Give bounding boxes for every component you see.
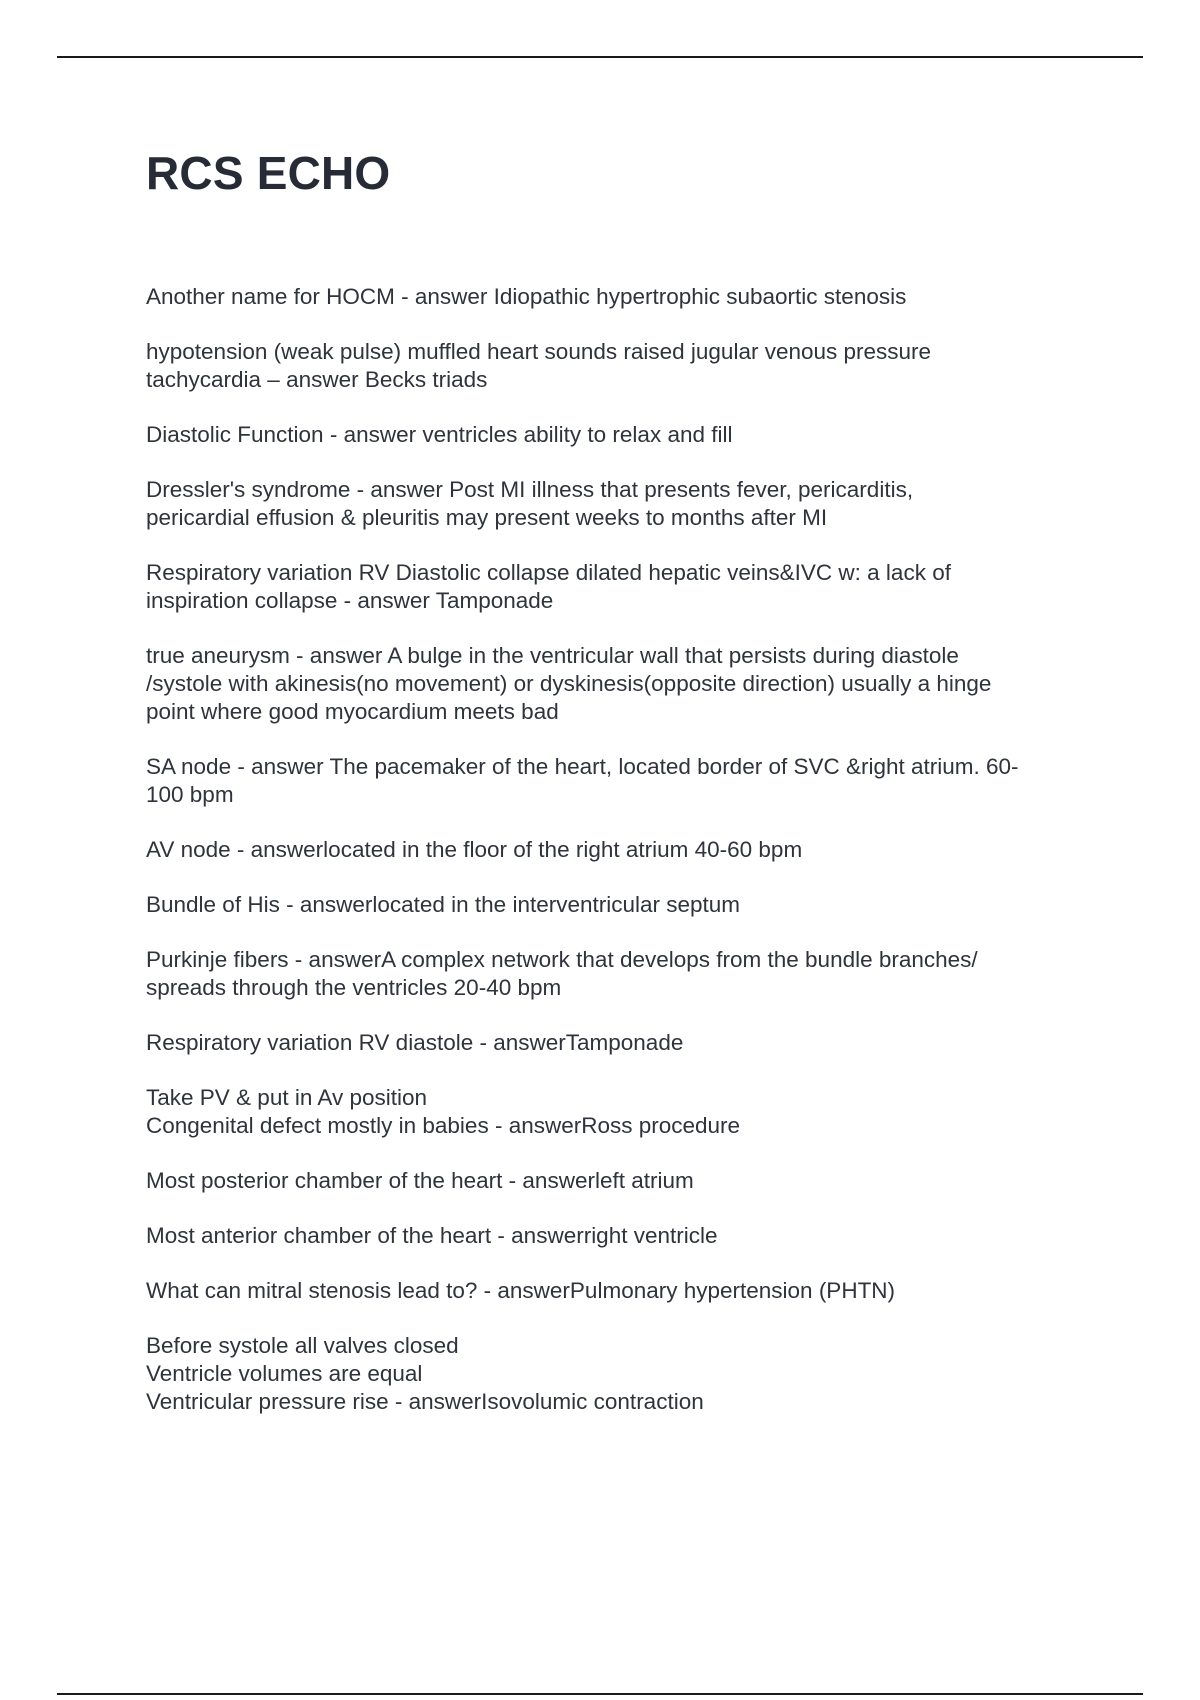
qa-list — [146, 283, 1096, 1443]
qa-entry: Respiratory variation RV diastole - answerTamponade — [146, 1030, 684, 1055]
qa-entry: Respiratory variation RV Diastolic collapse dilated hepatic veins&IVC w: a lack of inspiration collapse - answer Tamponade — [146, 560, 951, 613]
qa-entry: true aneurysm - answer A bulge in the ventricular wall that persists during diastole /systole with akinesis(no movement) or dyskinesis(opposite direction) usually a hinge point where good myocardium meets bad — [146, 643, 992, 724]
bottom-divider — [57, 1693, 1143, 1695]
page-title: RCS ECHO — [146, 147, 391, 199]
qa-entry: Dressler's syndrome - answer Post MI illness that presents fever, pericarditis, pericardial effusion & pleuritis may present weeks to months after MI — [146, 477, 914, 530]
top-divider — [57, 56, 1143, 58]
qa-entry: What can mitral stenosis lead to? - answerPulmonary hypertension (PHTN) — [146, 1278, 896, 1303]
qa-entry: Purkinje fibers - answerA complex network that develops from the bundle branches/ spreads through the ventricles 20-40 bpm — [146, 947, 978, 1000]
qa-entry: hypotension (weak pulse) muffled heart sounds raised jugular venous pressure tachycardia – answer Becks triads — [146, 339, 932, 392]
qa-entry: SA node - answer The pacemaker of the heart, located border of SVC &right atrium. 60- 100 bpm — [146, 754, 1019, 807]
qa-entry: Bundle of His - answerlocated in the interventricular septum — [146, 892, 741, 917]
qa-entry: Most posterior chamber of the heart - answerleft atrium — [146, 1168, 694, 1193]
qa-entry: Before systole all valves closed Ventricle volumes are equal Ventricular pressure rise - answerIsovolumic contraction — [146, 1333, 704, 1414]
qa-entry: Another name for HOCM - answer Idiopathic hypertrophic subaortic stenosis — [146, 284, 907, 309]
qa-entry: Diastolic Function - answer ventricles ability to relax and fill — [146, 422, 733, 447]
qa-entry: AV node - answerlocated in the floor of the right atrium 40-60 bpm — [146, 837, 803, 862]
qa-entry: Take PV & put in Av position Congenital defect mostly in babies - answerRoss procedure — [146, 1085, 741, 1138]
qa-entry: Most anterior chamber of the heart - answerright ventricle — [146, 1223, 718, 1248]
